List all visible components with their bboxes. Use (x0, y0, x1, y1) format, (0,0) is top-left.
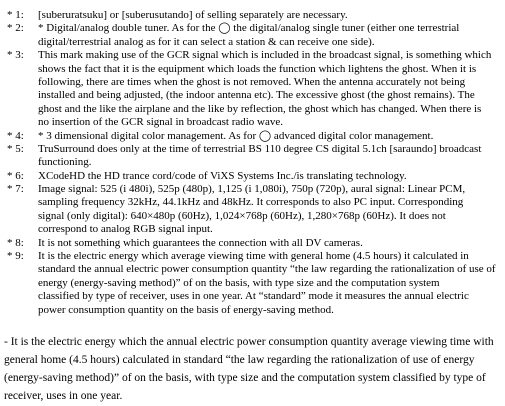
footnote-marker: * 6: (7, 169, 24, 182)
footnote-line: sampling frequency 32kHz, 44.1kHz and 48kHz. It corresponds to also PC input. Corresponding (38, 196, 464, 209)
footnote-line: following, there are times when the ghost is not removed. When the antenna accurately not being (38, 75, 466, 88)
footnote-6 (0, 170, 505, 183)
footnote-8 (0, 237, 505, 250)
footnote-5 (0, 143, 505, 170)
footnote-line: correspond to analog RGB signal input. (38, 223, 213, 236)
footnote-line: XCodeHD the HD trance cord/code of ViXS Systems Inc./is translating technology. (38, 169, 407, 182)
footnote-3 (0, 49, 505, 129)
footnote-line: installed and being adjusted, (the indoor antenna etc). The excessive ghost (the ghost remains). The (38, 89, 475, 102)
footnote-line: power consumption quantity on the basis of energy-saving method. (38, 303, 334, 316)
footnote-line: * 3 dimensional digital color management. As for ◯ advanced digital color management. (38, 129, 434, 142)
footnote-line: classified by type of receiver, uses in one year. At “standard” mode it measures the annual electric (38, 290, 469, 303)
footnote-marker: * 9: (7, 250, 24, 263)
footnote-line: functioning. (38, 156, 92, 169)
footnote-line: ghost and the like the airplane and the like by reflection, the ghost which has changed. When there is (38, 102, 482, 115)
footnote-line: signal (only digital): 640×480p (60Hz), 1,024×768p (60Hz), 1,280×768p (60Hz). It does not (38, 209, 446, 222)
footnote-line: no insertion of the GCR signal in broadcast radio wave. (38, 116, 284, 129)
footnote-9 (0, 250, 505, 317)
footnote-line: It is not something which guarantees the connection with all DV cameras. (38, 236, 363, 249)
footnote-2 (0, 22, 505, 49)
footnote-line: It is the electric energy which average viewing time with general home (4.5 hours) it calculated in (38, 250, 469, 263)
footnote-line: standard the annual electric power consumption quantity “the law regarding the rationalization of use of (38, 263, 496, 276)
footnote-marker: * 7: (7, 183, 24, 196)
footnote-marker: * 2: (7, 22, 24, 35)
footnote-line: shows the fact that it is the equipment which loads the function which lightens the ghost. When it is (38, 62, 477, 75)
energy-note-line: general home (4.5 hours) calculated in standard “the law regarding the rationalization of use of energy (4, 354, 475, 366)
footnote-marker: * 4: (7, 129, 24, 142)
energy-note-line: - It is the electric energy which the annual electric power consumption quantity average viewing time with (4, 336, 494, 348)
footnote-line: Image signal: 525 (i 480i), 525p (480p), 1,125 (i 1,080i), 750p (720p), aural signal: Linear PCM, (38, 183, 466, 196)
energy-note-line: receiver, uses in one year. (4, 390, 123, 402)
footnote-line: This mark making use of the GCR signal which is included in the broadcast signal, is something which (38, 49, 492, 62)
footnote-line: energy (energy-saving method)” of on the basis, with type size and the computation system (38, 276, 440, 289)
footnote-line: digital/terrestrial analog as for it can select a station & can receive one side). (38, 35, 375, 48)
footnote-marker: * 1: (7, 9, 24, 21)
footnote-line: TruSurround does only at the time of terrestrial BS 110 degree CS digital 5.1ch [saraundo] broadcast (38, 142, 482, 155)
energy-note-line: (energy-saving method)” of on the basis, with type size and the computation system classified by type of (4, 372, 486, 384)
footnote-list (0, 9, 505, 317)
footnote-4 (0, 130, 505, 143)
footnote-1 (0, 9, 505, 22)
energy-note (4, 333, 494, 405)
footnote-7 (0, 183, 505, 237)
footnote-line: * Digital/analog double tuner. As for the ◯ the digital/analog single tuner (either one terrestrial (38, 22, 460, 35)
footnote-marker: * 3: (7, 49, 24, 62)
footnote-marker: * 8: (7, 236, 24, 249)
footnote-marker: * 5: (7, 142, 24, 155)
footnote-line: [suberuratsuku] or [suberusutando] of selling separately are necessary. (38, 9, 348, 21)
